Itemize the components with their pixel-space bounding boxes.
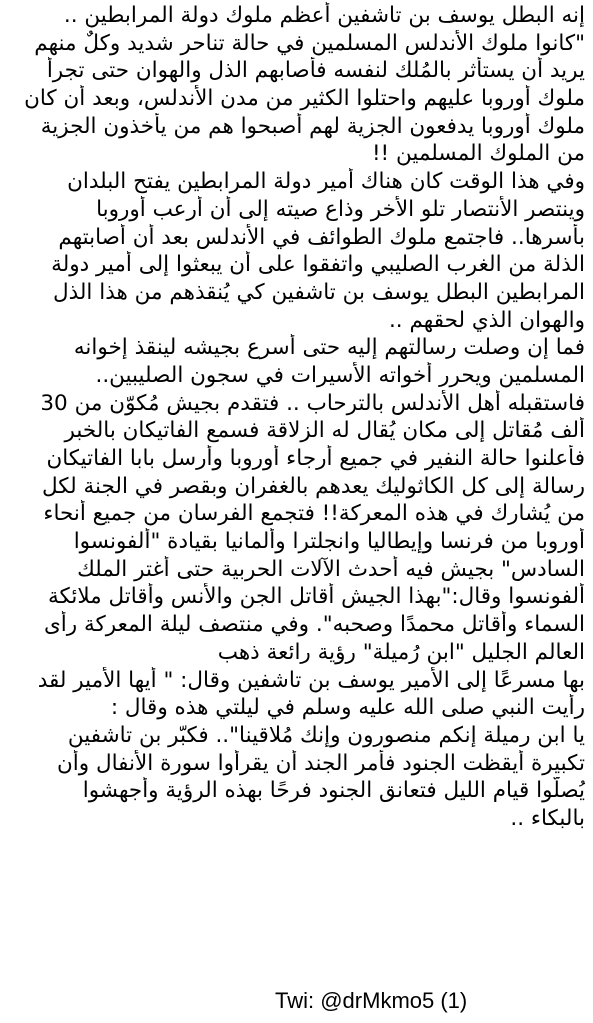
text-line: إنه البطل يوسف بن تاشفين أعظم ملوك دولة المرابطين .. — [63, 3, 585, 28]
text-line: ملوك أوروبا عليهم واحتلوا الكثير من مدن الأندلس، وبعد أن كان — [24, 86, 585, 112]
text-line: السماء وأقاتل محمدًا وصحبه". وفي منتصف ليلة المعركة رأى — [43, 612, 585, 638]
text-line: رسالة إلى كل الكاثوليك يعدهم بالغفران وبقصر في الجنة لكل — [41, 473, 585, 499]
text-line: من الملوك المسلمين !! — [371, 141, 585, 167]
text-line: "كانوا ملوك الأندلس المسلمين في حالة تناحر شديد وكلٌ منهم — [34, 30, 585, 56]
text-line: الذلة من الغرب الصليبي واتفقوا على أن يبعثوا إلى أمير دولة — [51, 252, 585, 278]
text-line: فما إن وصلت رسالتهم إليه حتى أسرع بجيشه لينقذ إخوانه — [73, 335, 585, 361]
text-line: المسلمين ويحرر أخواته الأسيرات في سجون الصليبين.. — [95, 362, 585, 388]
text-line: أوروبا من فرنسا وإيطاليا وانجلترا وألمانيا بقيادة "ألفونسوا — [73, 529, 585, 555]
text-line: تكبيرة أيقظت الجنود فأمر الجند أن يقرأوا سورة الأنفال وأن — [57, 750, 585, 776]
text-line: يا ابن رميلة إنكم منصورون وإنك مُلاقينا".. فكبّر بن تاشفين — [67, 722, 585, 748]
text-line: والهوان الذي لحقهم .. — [388, 307, 585, 333]
text-line: من يُشارك في هذه المعركة!! فتجمع الفرسان من جميع أنحاء — [43, 501, 585, 527]
text-line: رأيت النبي صلى الله عليه وسلم في ليلتي هذه وقال : — [110, 695, 585, 721]
twitter-handle-signature: Twi: @drMkmo5 (1) — [275, 988, 468, 1013]
text-line: وفي هذا الوقت كان هناك أمير دولة المرابطين يفتح البلدان — [67, 169, 585, 195]
text-line: يريد أن يستأثر بالمُلك لنفسه فأصابهم الذل والهوان حتى تجرأ — [46, 58, 585, 84]
text-line: ألفونسوا وقال:"بهذا الجيش أقاتل الجن والأنس وأقاتل ملائكة — [47, 584, 585, 610]
text-line: ملوك أوروبا يدفعون الجزية لهم أصبحوا هم من يأخذون الجزية — [40, 113, 585, 139]
text-line: المرابطين البطل يوسف بن تاشفين كي يُنقذهم من هذا الذل — [52, 279, 585, 305]
text-line: العالم الجليل "ابن رُميلة" رؤية رائعة ذهب — [217, 639, 585, 665]
text-line: فاستقبله أهل الأندلس بالترحاب .. فتقدم بجيش مُكوّن من 30 — [40, 390, 585, 416]
text-line: فأعلنوا حالة النفير في جميع أرجاء أوروبا وأرسل بابا الفاتيكان — [46, 446, 585, 471]
text-line: السادس" بجيش فيه أحدث الآلات الحربية حتى أغتر الملك — [77, 556, 585, 582]
text-line: بأسرها.. فاجتمع ملوك الطوائف في الأندلس بعد أن أصابتهم — [58, 224, 585, 250]
arabic-article-text — [8, 2, 585, 833]
text-line: وينتصر الأنتصار تلو الأخر وذاع صيته إلى أن أرعب أوروبا — [96, 196, 585, 222]
text-line: بها مسرعًا إلى الأمير يوسف بن تاشفين وقال: " أيها الأمير لقد — [37, 667, 585, 693]
text-line: بالبكاء .. — [510, 805, 585, 831]
text-line: يُصلّوا قيام الليل فتعانق الجنود فرحًا بهذه الرؤية وأجهشوا — [82, 778, 585, 804]
text-line: ألف مُقاتل إلى مكان يُقال له الزلاقة فسمع الفاتيكان بالخبر — [64, 418, 585, 444]
